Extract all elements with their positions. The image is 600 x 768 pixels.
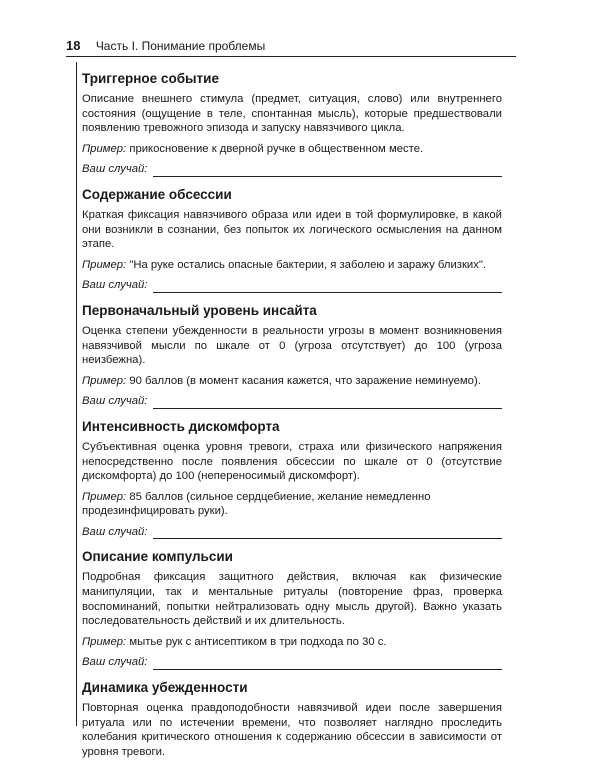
example-line (82, 490, 502, 519)
section-description: Повторная оценка правдоподобности навязчивой идеи после завершения ритуала или по истечении времени, что позволяет наглядно проследить колебания критического отношения к содержанию обсессии в зависимости от уровня тревоги. (82, 702, 502, 758)
your-case-blank-line[interactable] (153, 165, 502, 177)
header-rule (66, 56, 516, 57)
example-label: Пример: (82, 635, 127, 648)
example-text: "На руке остались опасные бактерии, я заболею и заражу близких". (129, 258, 487, 271)
section-title: Интенсивность дискомфорта (82, 418, 280, 434)
your-case-label: Ваш случай: (82, 163, 148, 176)
sidebar-rule (76, 62, 77, 726)
section-initial-insight (82, 302, 502, 409)
section-compulsion-description (82, 548, 502, 670)
section-description: Субъективная оценка уровня тревоги, страха или физического напряжения непосредственно после появления обсессии по шкале от 0 (отсутствие дискомфорта) до 100 (непереносимый дискомфорт). (82, 440, 502, 483)
section-title: Динамика убежденности (82, 680, 248, 696)
your-case-field[interactable] (82, 162, 502, 177)
example-text: 85 баллов (сильное сердцебиение, желание немедленно продезинфицировать руки). (82, 490, 431, 518)
section-title: Описание компульсии (82, 549, 233, 565)
your-case-blank-line[interactable] (153, 281, 502, 293)
section-title: Первоначальный уровень инсайта (82, 302, 317, 318)
section-title: Содержание обсессии (82, 186, 232, 202)
example-line (82, 635, 502, 650)
worksheet-content (82, 70, 502, 768)
your-case-label: Ваш случай: (82, 279, 148, 292)
section-conviction-dynamics (82, 679, 502, 759)
part-title: Часть I. Понимание проблемы (95, 39, 266, 53)
section-description: Подробная фиксация защитного действия, включая как физические манипуляции, так и ментальные ритуалы (повторение фраз, проверка воспоминаний, попытки нейтрализовать одну мысль другой). Важно указать последовательность действий и их длительность. (82, 571, 502, 628)
your-case-field[interactable] (82, 525, 502, 540)
example-text: 90 баллов (в момент касания кажется, что заражение неминуемо). (129, 374, 481, 387)
your-case-label: Ваш случай: (82, 525, 148, 538)
example-label: Пример: (82, 142, 127, 155)
section-discomfort-intensity (82, 418, 502, 540)
example-label: Пример: (82, 374, 127, 387)
section-title: Триггерное событие (82, 71, 219, 86)
your-case-label: Ваш случай: (82, 656, 148, 669)
example-label: Пример: (82, 490, 127, 503)
your-case-field[interactable] (82, 394, 502, 409)
page-header (66, 38, 516, 54)
your-case-blank-line[interactable] (153, 527, 502, 539)
section-trigger-event (82, 70, 502, 177)
page-number: 18 (66, 38, 81, 53)
example-text: прикосновение к дверной ручке в общественном месте. (129, 142, 424, 155)
example-text: мытье рук с антисептиком в три подхода по 30 с. (129, 635, 387, 648)
example-line (82, 374, 502, 389)
your-case-field[interactable] (82, 655, 502, 670)
your-case-blank-line[interactable] (153, 658, 502, 670)
your-case-label: Ваш случай: (82, 395, 148, 408)
section-description: Оценка степени убежденности в реальности угрозы в момент возникновения навязчивой мысли по шкале от 0 (угроза отсутствует) до 100 (угроза неизбежна). (82, 324, 502, 367)
example-line (82, 142, 502, 157)
section-description: Краткая фиксация навязчивого образа или идеи в той формулировке, в какой они возникли в сознании, без попыток их логического осмысления на данном этапе. (82, 208, 502, 251)
section-obsession-content (82, 186, 502, 293)
example-label: Пример: (82, 258, 127, 271)
your-case-blank-line[interactable] (153, 397, 502, 409)
section-description: Описание внешнего стимула (предмет, ситуация, слово) или внутреннего состояния (ощущение в теле, спонтанная мысль), которые предшествовали появлению тревожного эпизода и запуску навязчивого цикла. (82, 93, 502, 135)
example-line (82, 258, 502, 273)
your-case-field[interactable] (82, 278, 502, 293)
